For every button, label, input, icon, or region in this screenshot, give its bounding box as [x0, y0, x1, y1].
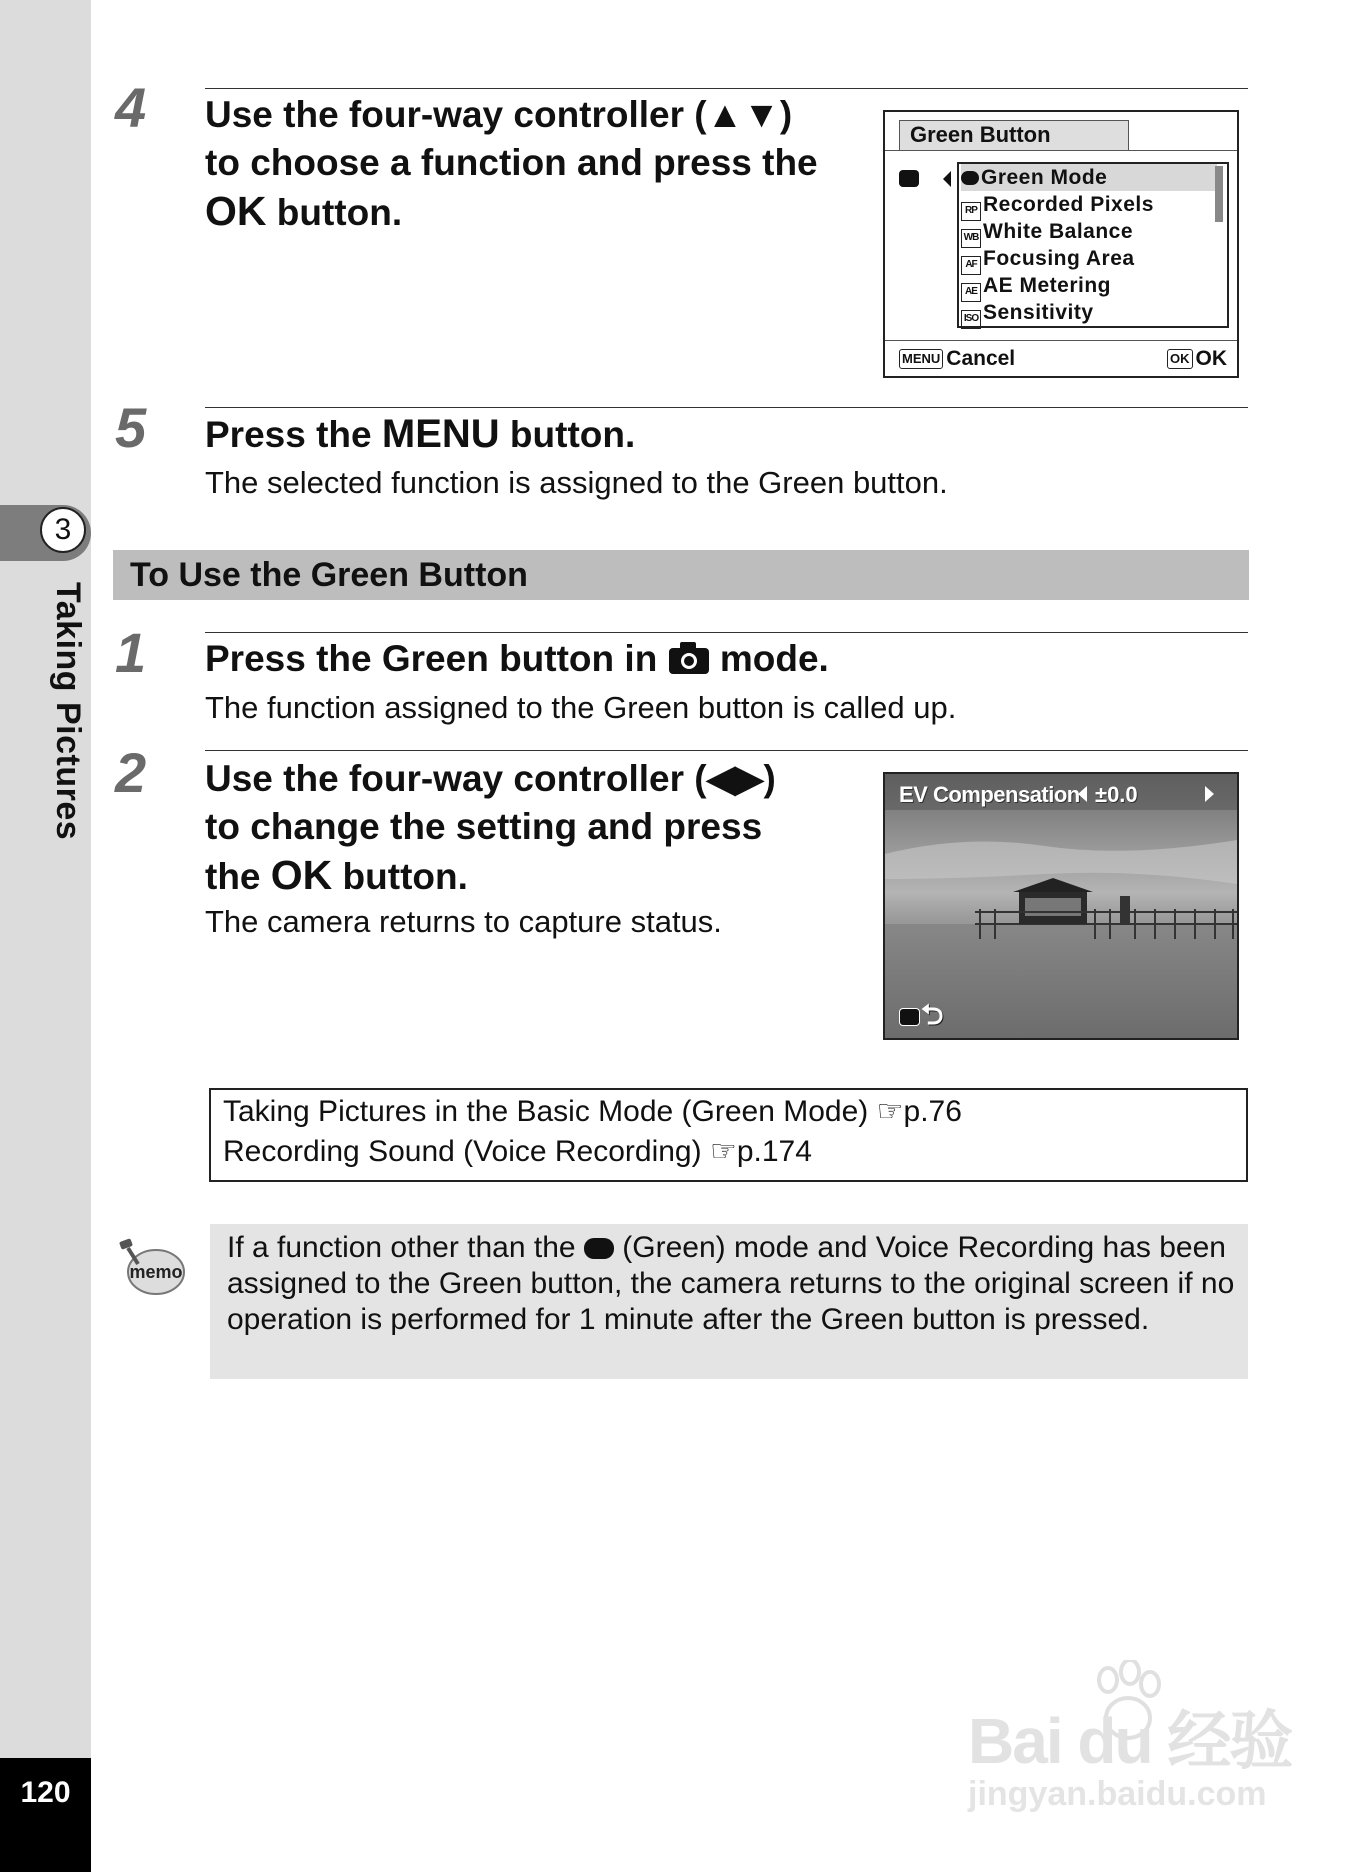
step5-body: The selected function is assigned to the Green button. [205, 465, 948, 500]
menu-tab: Green Button [899, 120, 1129, 150]
right-arrow-icon [1205, 786, 1214, 802]
ok-hint: OK OK [1167, 344, 1227, 374]
step2-line1: Use the four-way controller (◀▶) [205, 758, 776, 799]
ev-value: ±0.0 [1095, 782, 1138, 807]
menu-item-focusing-area[interactable]: AF Focusing Area [961, 245, 1135, 272]
sidebar [0, 0, 91, 1872]
left-arrow-icon [1078, 786, 1087, 802]
step4-rule [205, 88, 1248, 89]
menu-item-ae-metering[interactable]: AE AE Metering [961, 272, 1111, 299]
memo-box [210, 1224, 1248, 1379]
ok-button-glyph: OK [270, 852, 333, 898]
ev-compensation-label: EV Compensation [899, 782, 1080, 807]
memo-icon-label: memo [129, 1262, 183, 1282]
function-list[interactable] [957, 162, 1229, 328]
ev-compensation-screen [883, 772, 1239, 1040]
menu-separator [885, 150, 1237, 151]
memo-text: If a function other than the (Green) mode and Voice Recording has been assigned to the Green button, the camera returns to the original screen if no operation is performed for 1 minute after the Green button is pressed. [227, 1231, 1235, 1336]
chapter-number: 3 [40, 507, 86, 553]
step4-line2: to choose a function and press the [205, 142, 818, 183]
page-number: 120 [0, 1758, 91, 1872]
cancel-hint: MENU Cancel [899, 344, 1015, 374]
menu-item-green-mode[interactable]: Green Mode [961, 164, 1217, 191]
menu-footer-separator [885, 340, 1237, 341]
step5-number: 5 [115, 396, 147, 459]
ae-metering-icon: AE [961, 283, 981, 302]
green-mode-icon [584, 1238, 614, 1259]
section-header [113, 550, 1249, 600]
step2-number: 2 [115, 741, 147, 804]
step5-title: Press the MENU button. [205, 412, 636, 456]
menu-scrollbar[interactable] [1215, 166, 1223, 222]
step1-number: 1 [115, 621, 147, 684]
left-arrow-icon [943, 171, 951, 187]
focusing-area-icon: AF [961, 256, 981, 275]
page-reference-link[interactable]: ☞p.174 [709, 1135, 812, 1168]
reference-line: Recording Sound (Voice Recording) ☞p.174 [223, 1135, 812, 1168]
return-icon: ⮌ [921, 999, 944, 1030]
green-button-menu-screen [883, 110, 1239, 378]
step4-number: 4 [115, 76, 147, 139]
green-button-icon [899, 1008, 920, 1026]
step2-title: Use the four-way controller (◀▶) to change the setting and press the OK button. [205, 755, 865, 901]
step4-title [205, 91, 865, 237]
camera-icon [668, 641, 710, 675]
step1-body: The function assigned to the Green button is called up. [205, 690, 957, 725]
step2-rule [205, 750, 1248, 751]
menu-button-glyph: MENU [381, 412, 500, 456]
step4-line3: button. [266, 192, 403, 233]
step2-line2: to change the setting and press [205, 806, 763, 847]
green-button-icon [899, 170, 919, 187]
memo-icon [118, 1238, 188, 1298]
white-balance-icon: WB [961, 229, 981, 248]
reference-line: Taking Pictures in the Basic Mode (Green Mode) ☞p.76 [223, 1095, 962, 1128]
section-title: To Use the Green Button [130, 556, 528, 594]
step4-line1: Use the four-way controller (▲▼) [205, 94, 793, 135]
green-mode-icon [961, 171, 979, 185]
watermark-url: jingyan.baidu.com [968, 1775, 1267, 1813]
step1-rule [205, 632, 1248, 633]
step5-rule [205, 407, 1248, 408]
step1-title: Press the Green button in mode. [205, 638, 829, 679]
ok-key-icon: OK [1167, 349, 1193, 369]
menu-item-recorded-pixels[interactable]: RP Recorded Pixels [961, 191, 1154, 218]
chapter-title: Taking Pictures [49, 582, 87, 841]
menu-key-icon: MENU [899, 349, 943, 369]
ok-button-glyph: OK [205, 188, 267, 234]
page-reference-link[interactable]: ☞p.76 [876, 1095, 962, 1128]
step2-body: The camera returns to capture status. [205, 904, 722, 939]
recorded-pixels-icon: RP [961, 202, 981, 221]
menu-item-sensitivity[interactable]: ISO Sensitivity [961, 299, 1094, 326]
reference-box [209, 1088, 1248, 1182]
sensitivity-icon: ISO [961, 310, 981, 329]
watermark-brand: Bai du 经验 [968, 1705, 1292, 1777]
menu-item-white-balance[interactable]: WB White Balance [961, 218, 1133, 245]
